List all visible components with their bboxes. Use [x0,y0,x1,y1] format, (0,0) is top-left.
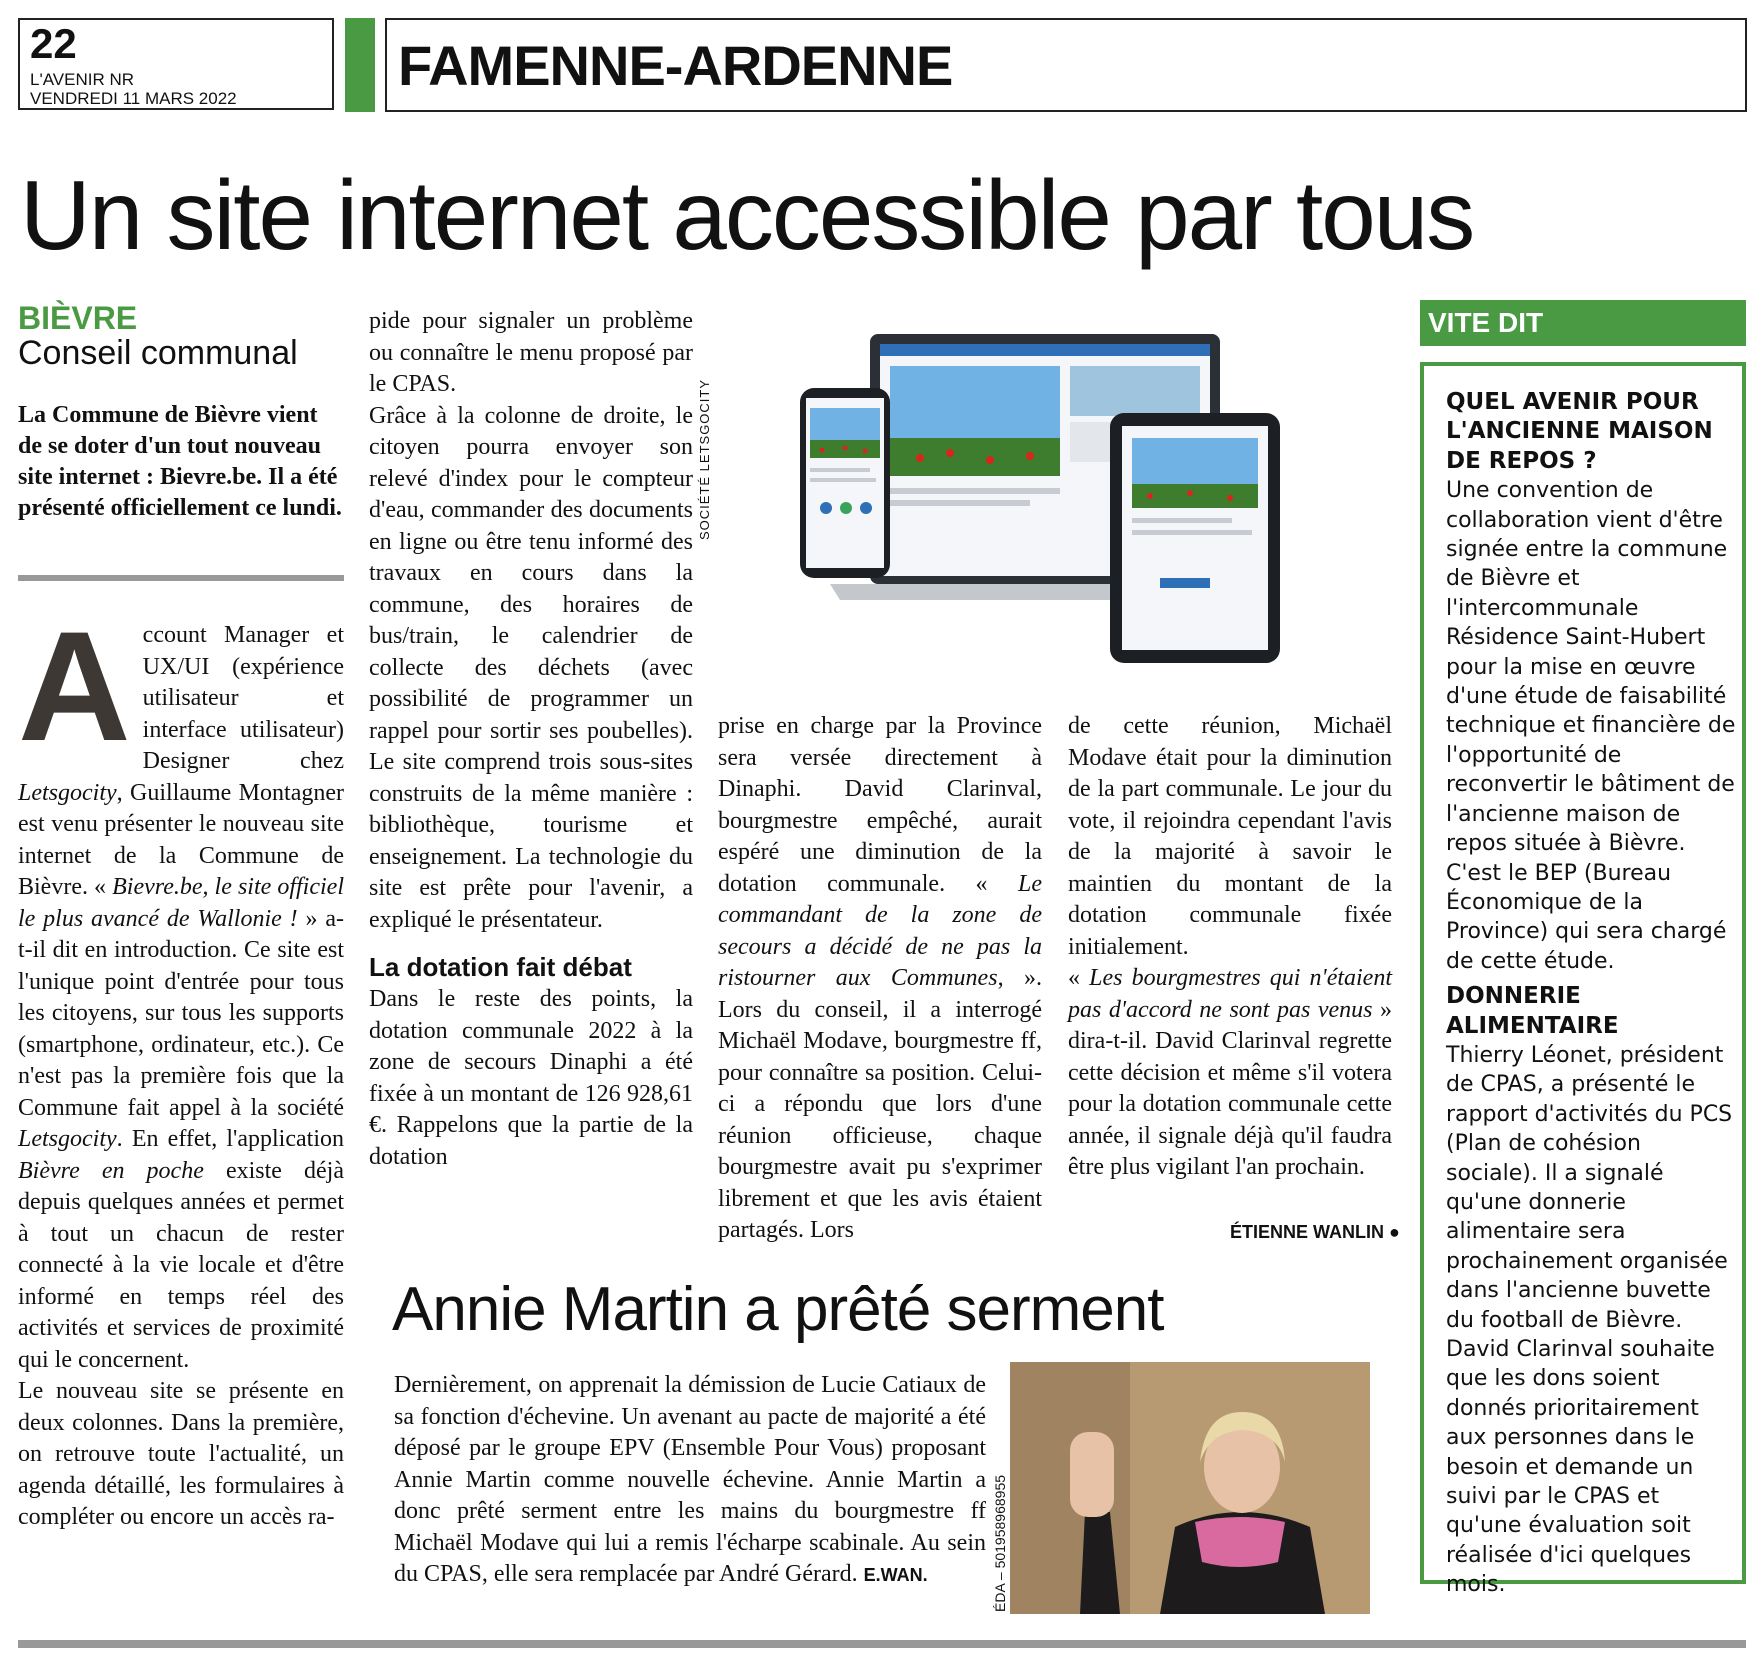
page-number: 22 [30,20,77,67]
section-title: FAMENNE-ARDENNE [398,34,953,97]
article-column-3: prise en charge par la Province sera versée directement à Dinaphi. David Clarinval, bourgmestre empêché, aurait espéré une diminution de la dotation communale. « Le commandant de la zone de secours a décidé de ne pas la ristourner aux Communes, ». Lors du conseil, il a interrogé Michaël Modave, bourgmestre ff, pour connaître sa position. Celui-ci a répondu que lors d'une réunion officieuse, chaque bourgmestre avait pu s'exprimer librement et que les avis étaient partagés. Lors [718,713,1043,1243]
section-accent-bar [345,18,375,112]
sidebar-item-text: Une convention de collaboration vient d'être signée entre la commune de Bièvre et l'intercommunale Résidence Saint-Hubert pour la mise en œuvre d'une étude de faisabilité technique et financière de l'opportunité de reconvertir le bâtiment de l'ancienne maison de repos située à Bièvre. C'est le BEP (Bureau Économique de la Province) qui sera chargé de cette étude. [1446,478,1736,974]
paragraph: Dans le reste des points, la dotation communale 2022 à la zone de secours Dinaphi a été fixée à un montant de 126 928,61 €. Rappelons que la partie de la dotation [369,986,693,1170]
article2-headline: Annie Martin a prêté serment [392,1275,1164,1344]
article-column-4: de cette réunion, Michaël Modave était pour la diminution de la part communale. Le jour du vote, il rejoindra cependant l'avis de la majorité à savoir le maintien du montant de la dotation communale fixée initialement. « Les bourgmestres qui n'étaient pas d'accord ne sont pas venus » dira-t-il. David Clarinval regrette cette décision et même s'il votera pour la dotation communale cette année, il signale déjà qu'il faudra être plus vigilant l'an prochain. [1068,713,1393,1180]
drop-cap: A [18,600,131,774]
article-kicker: BIÈVRE [18,300,138,336]
page-bottom-rule [18,1640,1746,1648]
paragraph: pide pour signaler un problème ou connaître le menu proposé par le CPAS. [369,308,693,397]
annie-martin-photo [1010,1362,1370,1614]
article-headline: Un site internet accessible par tous [20,160,1474,270]
sidebar-title: VITE DIT [1428,307,1544,338]
article2-signature: E.WAN. [863,1565,928,1585]
tablet-icon [1110,413,1280,663]
sidebar-item-heading: DONNERIE ALIMENTAIRE [1446,983,1619,1039]
sidebar-item-text: Thierry Léonet, président de CPAS, a présenté le rapport d'activités du PCS (Plan de cohésion sociale). Il a signalé qu'une donnerie alimentaire sera prochainement organisée dans l'ancienne buvette du football de Bièvre. David Clarinval souhaite que les dons soient donnés prioritairement aux personnes dans le besoin et demande un suivi par le CPAS et qu'une évaluation soit réalisée d'ici quelques mois. [1446,1042,1733,1598]
newspaper-name: L'AVENIR NR [30,70,135,89]
paragraph: Le nouveau site se présente en deux colonnes. Dans la première, on retrouve toute l'actualité, un agenda détaillé, les formulaires à compléter ou encore un accès ra- [18,1378,344,1530]
photo-credit: ÉDA – 501958968955 [992,1474,1008,1612]
author-icon: ● [1389,1222,1400,1242]
article-column-1: Account Manager et UX/UI (expérience utilisateur et interface utilisateur) Designer chez Letsgocity, Guillaume Montagner est venu présenter le nouveau site internet de la Commune de Bièvre. « Bievre.be, le site officiel le plus avancé de Wallonie ! » a-t-il dit en introduction. Ce site est l'unique point d'entrée pour tous les citoyens, sur tous les supports (smartphone, ordinateur, etc.). Ce n'est pas la première fois que la Commune fait appel à la société Letsgocity. En effet, l'application Bièvre en poche existe déjà depuis quelques années et permet à tout un chacun de rester connecté à la vie locale et d'être informé en temps réel des activités et services de proximité qui le concernent. Le nouveau site se présente en deux colonnes. Dans la première, on retrouve toute l'actualité, un agenda détaillé, les formulaires à compléter ou encore un accès ra- [18,620,344,1534]
smartphone-icon [800,388,890,578]
author-byline: ÉTIENNE WANLIN ● [1230,1222,1400,1242]
paragraph: Grâce à la colonne de droite, le citoyen pourra envoyer son relevé d'index pour le compteur d'eau, commander des documents en ligne ou être tenu informé des travaux en cours dans la commune, des horaires de bus/train, le calendrier de collecte des déchets (avec possibilité de programmer un rappel pour sortir ses poubelles). Le site comprend trois sous-sites construits de la même manière : bibliothèque, tourisme et enseignement. La technologie du site est prête pour l'avenir, a expliqué le présentateur. [369,402,693,933]
article-column-2 [369,306,693,1173]
sidebar-content [1446,388,1736,1606]
article-subkicker: Conseil communal [18,334,298,372]
photo-credit: SOCIÉTÉ LETSGOCITY [697,378,712,540]
issue-date: VENDREDI 11 MARS 2022 [30,89,237,108]
paragraph: de cette réunion, Michaël Modave était pour la diminution de la part communale. Le jour du vote, il rejoindra cependant l'avis de la majorité à savoir le maintien du montant de la dotation communale fixée initialement. [1068,713,1392,960]
website-devices-photo [790,318,1302,680]
article2-body: Dernièrement, on apprenait la démission de Lucie Catiaux de sa fonction d'échevine. Un avenant au pacte de majorité a été déposé par le groupe EPV (Ensemble Pour Vous) proposant Annie Martin comme nouvelle échevine. Annie Martin a donc prêté serment entre les mains du bourgmestre ff Michaël Modave qui lui a remis l'écharpe scabinale. Au sein du CPAS, elle sera remplacée par André Gérard. E.WAN. [394,1372,986,1587]
sidebar-item-heading: QUEL AVENIR POUR L'ANCIENNE MAISON DE REPOS ? [1446,389,1713,474]
article-subheading: La dotation fait débat [369,952,632,982]
article-lead: La Commune de Bièvre vient de se doter d'un tout nouveau site internet : Bievre.be. Il a été présenté officiellement ce lundi. [18,402,342,521]
lead-divider [18,575,344,581]
